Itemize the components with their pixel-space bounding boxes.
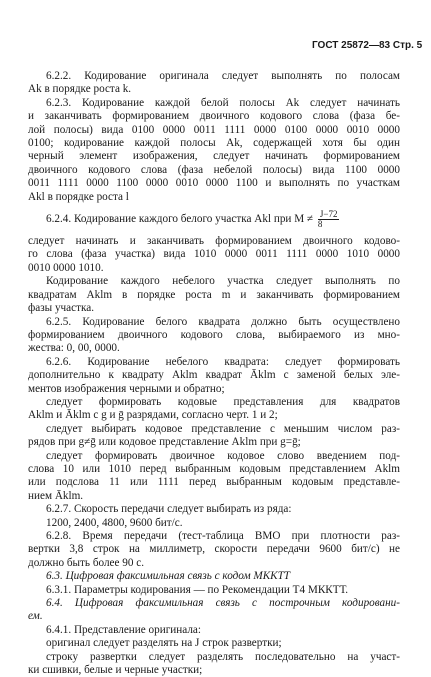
text-line: строку развертки следует разделять последовательно на участ- <box>46 650 400 663</box>
text-line: черный элемент изображения, следует начинать формированием <box>28 150 400 163</box>
text-line: следует выбирать кодовое представление с меньшим числом раз- <box>46 422 400 435</box>
text-line: должно быть более 90 с. <box>28 556 145 569</box>
text-line: ментов изображения черными и обратно; <box>28 382 225 395</box>
text-line: следует начинать и заканчивать формированием двоичного кодово- <box>28 235 400 248</box>
text-line: или подслова 11 или 1111 перед выбранным кодовым представле- <box>28 476 400 489</box>
text-line: 6.2.7. Скорость передачи следует выбирать из ряда: <box>46 503 292 516</box>
text-line: 6.2.5. Кодирование белого квадрата должно быть осуществлено <box>46 315 400 328</box>
text-line: лой полосы) вида 0100 0000 0011 1111 0000 0100 0000 0010 0000 <box>28 123 400 136</box>
text-line: рядов при g≠ḡ или кодовое представление Aklm при g=ḡ; <box>28 436 301 449</box>
text-line: и заканчивать формированием двоичного кодового слова (фаза бе- <box>28 110 400 123</box>
document-body <box>28 70 400 677</box>
text-line: 6.2.4. Кодирование каждого белого участка Akl при M ≠ <box>46 213 314 226</box>
text-line: 1200, 2400, 4800, 9600 бит/с. <box>46 516 183 529</box>
text-line: квадратам Aklm в порядке роста m и заканчивать формированием <box>28 288 400 301</box>
text-line: 6.4.1. Представление оригинала: <box>46 623 201 636</box>
text-line: оригинал следует разделять на J строк развертки; <box>46 637 282 650</box>
text-line: 6.2.3. Кодирование каждой белой полосы Ak следует начинать <box>46 96 400 109</box>
section-heading: 6.4. Цифровая факсимильная связь с построчным кодировани- <box>46 597 400 610</box>
text-line: 0011 1111 0000 1100 0000 0010 0000 1100 и выполнять по участкам <box>28 177 400 190</box>
text-line: Ak в порядке роста k. <box>28 83 132 96</box>
text-line: 0100; кодирование каждой полосы Ak, содержащей хотя бы один <box>28 137 400 150</box>
text-line: фазы участка. <box>28 302 95 315</box>
section-heading: 6.3. Цифровая факсимильная связь с кодом МККТТ <box>46 570 291 583</box>
text-line: Akl в порядке роста l <box>28 190 129 203</box>
text-line: ки сшивки, белые и черные участки; <box>28 664 203 677</box>
fraction-numerator: J−72 <box>319 209 338 220</box>
text-line: вертки 3,8 строк на миллиметр, скорости передачи 9600 бит/с) не <box>28 543 400 556</box>
text-line: дополнительно к квадрату Aklm квадрат Āklm с заменой белых эле- <box>28 369 400 382</box>
text-line: 6.3.1. Параметры кодирования — по Рекомендации Т4 МККТТ. <box>46 583 349 596</box>
text-line: 6.2.6. Кодирование небелого квадрата: следует формировать <box>46 355 400 368</box>
text-line: следует формировать кодовые представления для квадратов <box>46 395 400 408</box>
text-line: Aklm и Āklm с g и ḡ разрядами, согласно черт. 1 и 2; <box>28 409 278 422</box>
fraction <box>318 210 340 229</box>
text-line-with-fraction <box>28 210 400 229</box>
text-line: Кодирование каждого небелого участка следует выполнять по <box>46 275 400 288</box>
text-line: 0010 0000 1010. <box>28 261 104 274</box>
section-heading: ем. <box>28 610 43 623</box>
text-line: 6.2.8. Время передачи (тест-таблица ВМО при плотности раз- <box>46 530 400 542</box>
text-line: жества: 0, 00, 0000. <box>28 342 120 355</box>
text-line: следует формировать двоичное кодовое слово введением под- <box>46 449 400 462</box>
text-line: формированием двоичного кодового слова, выбираемого из мно- <box>28 328 400 341</box>
text-line: нием Āklm. <box>28 489 84 502</box>
text-line: двоичного кодового слова (фаза небелой полосы) вида 1100 0000 <box>28 163 400 176</box>
fraction-denominator: 8 <box>317 219 323 230</box>
text-line: 6.2.2. Кодирование оригинала следует выполнять по полосам <box>46 70 400 82</box>
text-line: слова 10 или 1010 перед выбранным кодовым представлением Aklm <box>28 462 400 475</box>
text-line: го слова (фаза участка) вида 1010 0000 0011 1111 0000 1010 0000 <box>28 248 400 261</box>
page-header: ГОСТ 25872—83 Стр. 5 <box>312 40 423 51</box>
